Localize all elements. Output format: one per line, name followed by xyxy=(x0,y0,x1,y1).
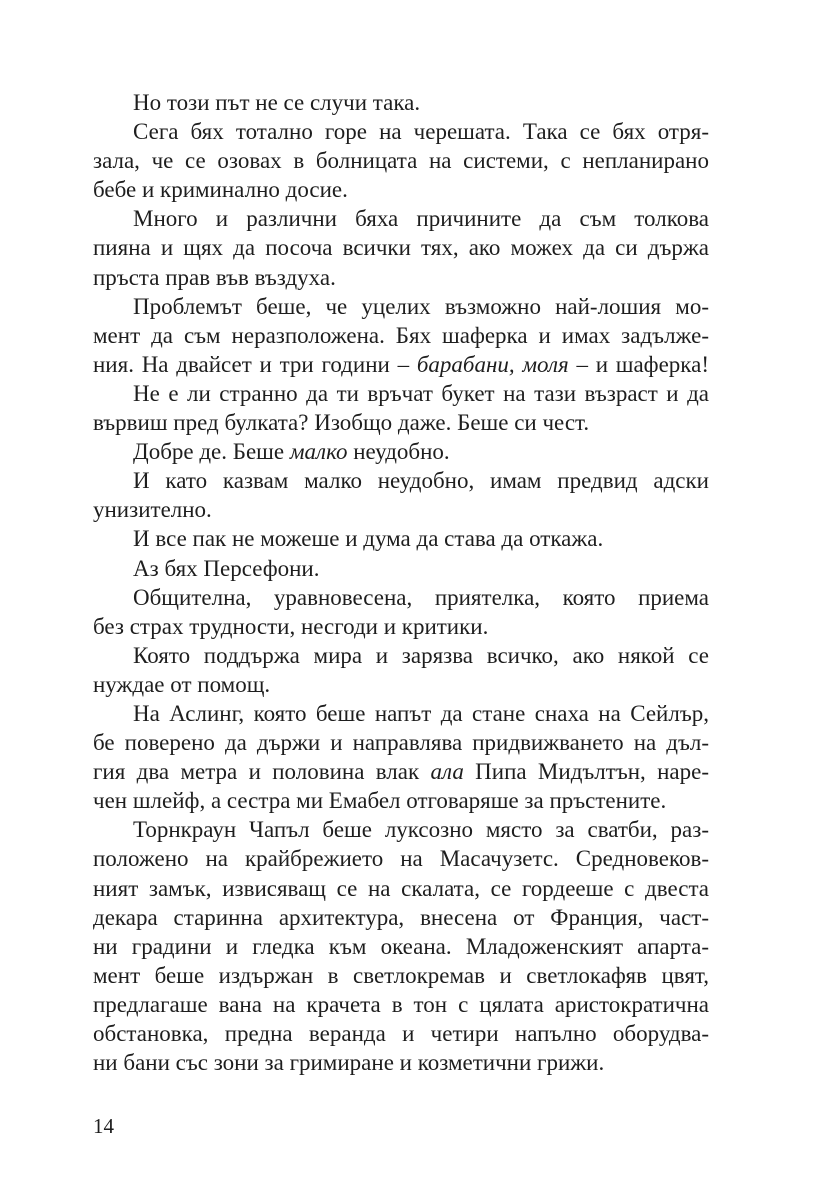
text-segment: нуждае от помощ. xyxy=(93,671,271,697)
text-line xyxy=(93,554,709,583)
text-segment: Сега бях тотално горе на черешата. Така се бях отря- xyxy=(133,119,709,145)
text-line xyxy=(93,990,709,1019)
text-line xyxy=(93,932,709,961)
text-segment: – и шаферка! xyxy=(568,351,709,377)
text-segment: неудобно. xyxy=(347,439,450,465)
text-segment: ни градини и гледка към океана. Младоженският апарта- xyxy=(93,933,709,959)
text-segment: унизително. xyxy=(93,497,212,523)
text-segment: ни бани със зони за гримиране и козметични грижи. xyxy=(93,1050,605,1076)
text-line xyxy=(93,117,709,146)
text-segment: декара старинна архитектура, внесена от Франция, част- xyxy=(93,904,709,930)
text-segment: мент беше издържан в светлокремав и светлокафяв цвят, xyxy=(93,962,709,988)
text-line xyxy=(93,874,709,903)
text-segment: обстановка, предна веранда и четири напълно оборудва- xyxy=(93,1021,709,1046)
text-line xyxy=(93,88,709,117)
text-segment: пръста прав във въздуха. xyxy=(93,264,336,290)
text-segment: чен шлейф, а сестра ми Емабел отговаряше за пръстените. xyxy=(93,788,667,814)
text-line xyxy=(93,757,709,786)
italic-text: ала xyxy=(430,759,464,785)
text-segment: пияна и щях да посоча всички тях, ако можех да си държа xyxy=(93,235,709,261)
text-line xyxy=(93,292,709,321)
text-line xyxy=(93,321,709,350)
text-line xyxy=(93,699,709,728)
text-line xyxy=(93,961,709,990)
text-segment: гия два метра и половина влак xyxy=(93,759,431,785)
text-segment: Добре де. Беше xyxy=(133,439,290,465)
text-segment: положено на крайбрежието на Масачузетс. Средновеков- xyxy=(93,846,709,872)
text-line xyxy=(93,670,709,699)
text-segment: Пипа Мидълтън, наре- xyxy=(463,759,709,785)
text-line xyxy=(93,728,709,757)
text-line xyxy=(93,903,709,932)
text-line xyxy=(93,495,709,524)
text-line xyxy=(93,350,709,379)
text-segment: Но този път не се случи така. xyxy=(133,90,421,115)
text-segment: ния. На двайсет и три години – xyxy=(93,351,417,377)
text-segment: И все пак не можеше и дума да става да откажа. xyxy=(133,526,604,552)
text-segment: Торнкраун Чапъл беше луксозно място за сватби, раз- xyxy=(133,817,709,843)
text-segment: зала, че се озовах в болницата на системи, с непланирано xyxy=(93,148,709,174)
text-segment: мент да съм неразположена. Бях шаферка и имах задълже- xyxy=(93,322,709,348)
text-line xyxy=(93,612,709,641)
text-line xyxy=(93,815,709,844)
text-segment: Много и различни бяха причините да съм толкова xyxy=(133,206,709,232)
text-segment: Не е ли странно да ти връчат букет на тази възраст и да xyxy=(133,380,709,406)
text-segment: Общителна, уравновесена, приятелка, която приема xyxy=(133,584,709,610)
text-line xyxy=(93,379,709,408)
text-line xyxy=(93,1048,709,1077)
italic-text: барабани, моля xyxy=(416,351,569,377)
text-segment: без страх трудности, несгоди и критики. xyxy=(93,613,489,639)
text-line xyxy=(93,263,709,292)
text-line xyxy=(93,437,709,466)
text-segment: ният замък, извисяващ се на скалата, се гордееше с двеста xyxy=(93,875,709,901)
text-segment: Проблемът беше, че уцелих възможно най-лошия мо- xyxy=(133,293,709,319)
text-line xyxy=(93,583,709,612)
text-line xyxy=(93,844,709,873)
text-line xyxy=(93,641,709,670)
text-segment: вървиш пред булката? Изобщо даже. Беше си чест. xyxy=(93,410,590,436)
text-line xyxy=(93,524,709,553)
text-segment: бебе и криминално досие. xyxy=(93,177,348,203)
text-line xyxy=(93,175,709,204)
text-segment: Която поддържа мира и зарязва всичко, ако някой се xyxy=(133,642,709,668)
text-segment: На Аслинг, която беше напът да стане снаха на Сейлър, xyxy=(133,700,709,726)
text-segment: И като казвам малко неудобно, имам предвид адски xyxy=(133,468,709,494)
text-segment: бе поверено да държи и направлява придвижването на дъл- xyxy=(93,730,709,756)
text-line xyxy=(93,233,709,262)
text-line xyxy=(93,408,709,437)
italic-text: малко xyxy=(289,439,348,465)
text-line xyxy=(93,786,709,815)
page-number: 14 xyxy=(93,1114,114,1138)
book-page-text xyxy=(93,88,709,1077)
text-segment: Аз бях Персефони. xyxy=(133,555,320,581)
text-segment: предлагаше вана на крачета в тон с цялата аристократична xyxy=(93,991,709,1017)
text-line xyxy=(93,466,709,495)
text-line xyxy=(93,1019,709,1048)
text-line xyxy=(93,146,709,175)
text-line xyxy=(93,204,709,233)
